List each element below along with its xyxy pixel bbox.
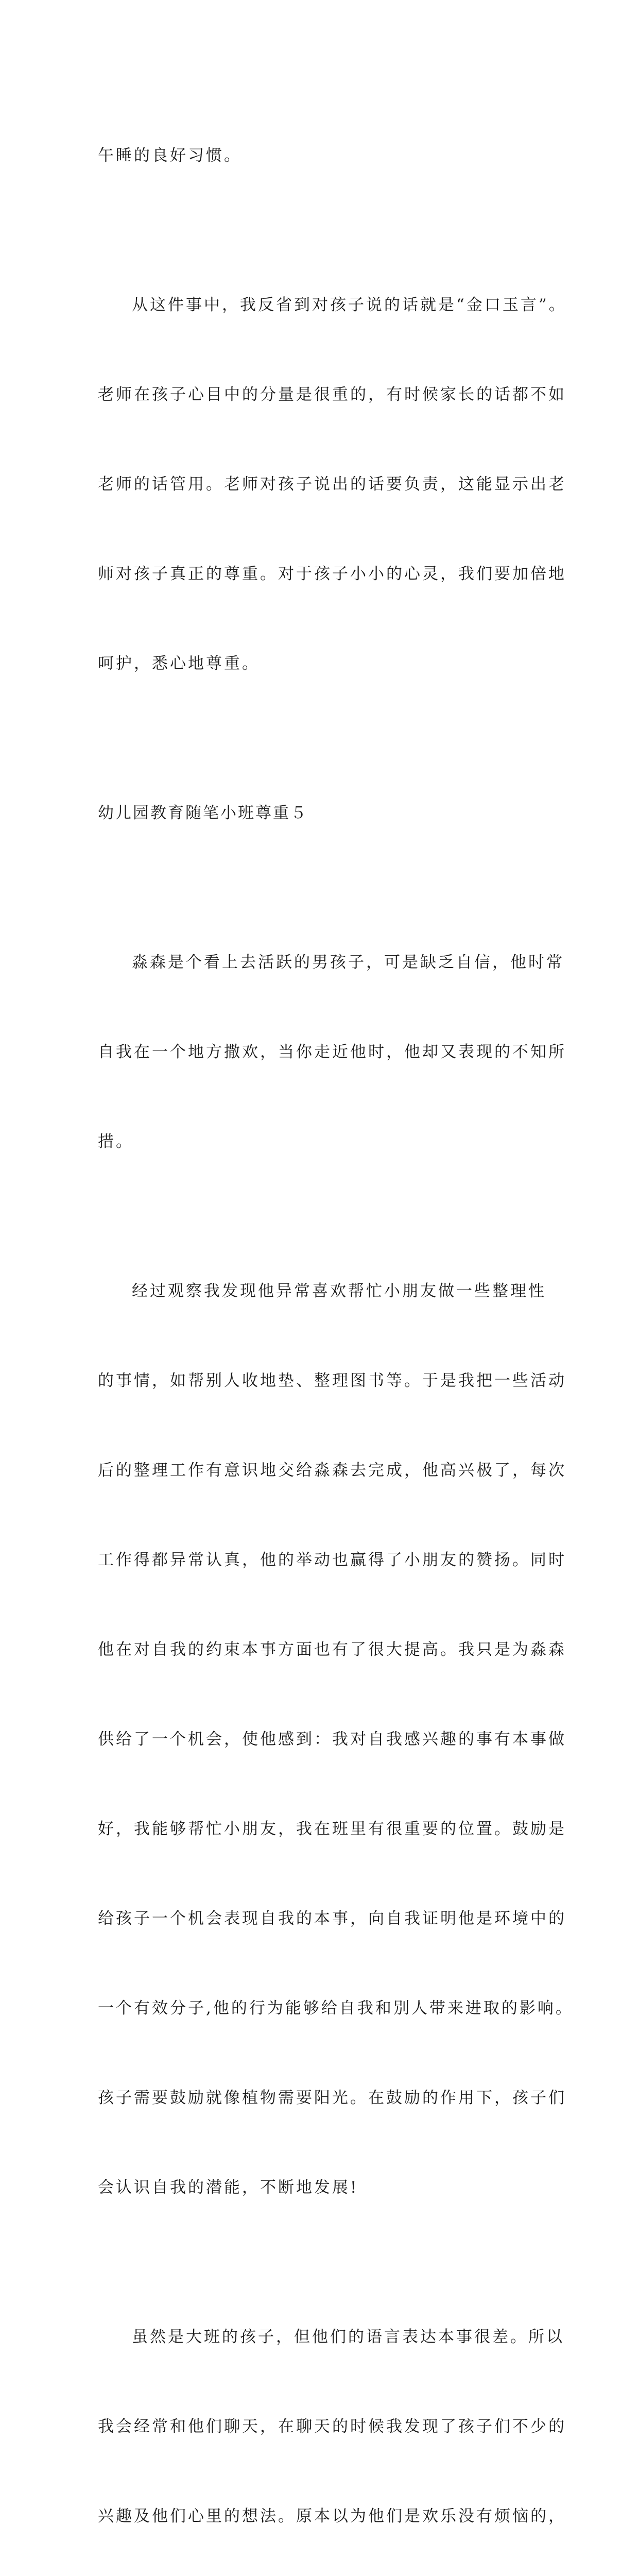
- section-heading: [98, 738, 546, 888]
- text-line: 供给了一个机会，使他感到：我对自我感兴趣的事有本事做: [98, 1730, 566, 1749]
- text-line: 后的整理工作有意识地交给淼森去完成，他高兴极了，每次: [98, 1461, 566, 1480]
- text-line: 给孩子一个机会表现自我的本事，向自我证明他是环境中的: [98, 1909, 566, 1928]
- text-line: 会认识自我的潜能，不断地发展!: [98, 2178, 359, 2197]
- section-title: 幼儿园教育随笔小班尊重５: [98, 804, 308, 822]
- paragraph-observation: [98, 1216, 574, 2262]
- text-line: 我会经常和他们聊天，在聊天的时候我发现了孩子们不少的: [98, 2417, 566, 2436]
- paragraph-miaosen-intro: [98, 888, 566, 1216]
- text-line: 师对孩子真正的尊重。对于孩子小小的心灵，我们要加倍地: [98, 565, 566, 583]
- text-line: 老师在孩子心目中的分量是很重的，有时候家长的话都不如: [98, 385, 566, 404]
- text-line: 自我在一个地方撒欢，当你走近他时，他却又表现的不知所: [98, 1043, 566, 1061]
- text-line: 一个有效分子,他的行为能够给自我和别人带来进取的影响。: [98, 1999, 574, 2018]
- text-line: 他在对自我的约束本事方面也有了很大提高。我只是为淼森: [98, 1640, 566, 1659]
- paragraph-continuation: [98, 81, 546, 230]
- text-line: 老师的话管用。老师对孩子说出的话要负责，这能显示出老: [98, 475, 566, 494]
- text-line: 呵护，悉心地尊重。: [98, 654, 260, 673]
- paragraph-golden-words: [98, 230, 567, 738]
- document-body: [98, 81, 574, 2576]
- text-line: 淼森是个看上去活跃的男孩子，可是缺乏自信，他时常: [132, 953, 564, 972]
- text-line: 孩子需要鼓励就像植物需要阳光。在鼓励的作用下，孩子们: [98, 2089, 566, 2107]
- text-line: 措。: [98, 1132, 134, 1151]
- text-line: 从这件事中，我反省到对孩子说的话就是“金口玉言”。: [132, 296, 567, 314]
- text-line: 午睡的良好习惯。: [98, 146, 242, 165]
- text-line: 兴趣及他们心里的想法。原本以为他们是欢乐没有烦恼的，: [98, 2507, 566, 2526]
- text-line: 虽然是大班的孩子，但他们的语言表达本事很差。所以: [132, 2328, 564, 2346]
- paragraph-big-class: [98, 2262, 566, 2576]
- text-line: 的事情，如帮别人收地垫、整理图书等。于是我把一些活动: [98, 1371, 566, 1390]
- text-line: 工作得都异常认真，他的举动也赢得了小朋友的赞扬。同时: [98, 1551, 566, 1569]
- text-line: 好，我能够帮忙小朋友，我在班里有很重要的位置。鼓励是: [98, 1820, 566, 1838]
- text-line: 经过观察我发现他异常喜欢帮忙小朋友做一些整理性: [132, 1282, 546, 1300]
